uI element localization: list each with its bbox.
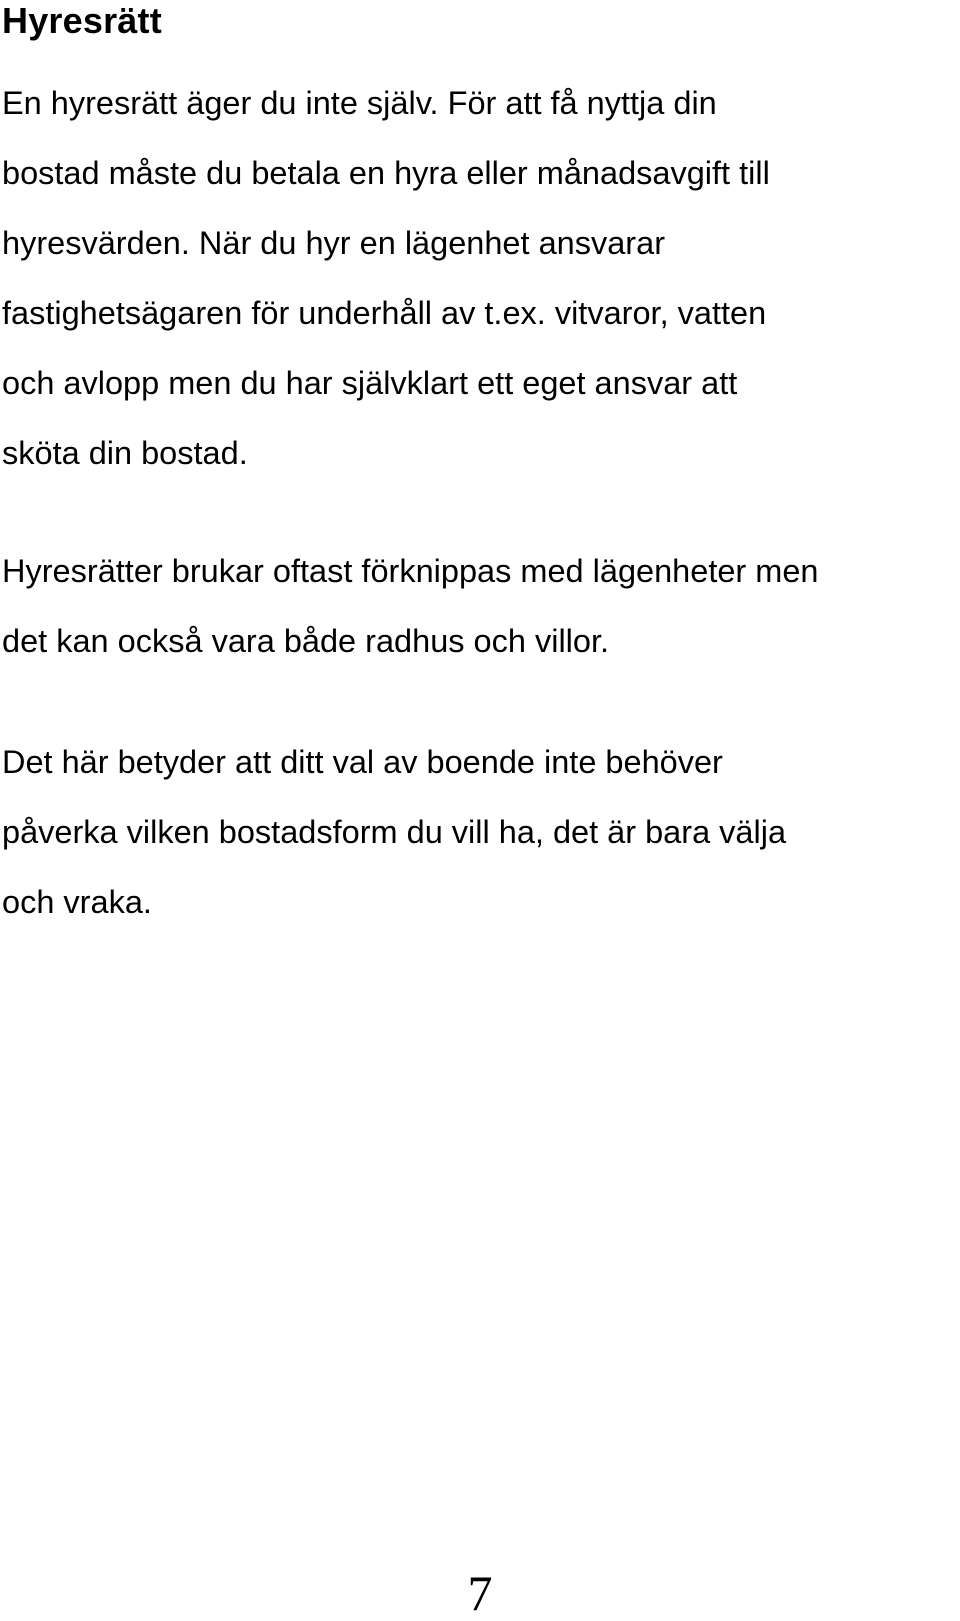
paragraph-2	[2, 536, 819, 676]
page-number: 7	[467, 1565, 493, 1621]
paragraph-line: det kan också vara både radhus och villor.	[2, 623, 610, 659]
paragraph-line: och avlopp men du har självklart ett eget ansvar att	[2, 365, 738, 401]
paragraph-line: bostad måste du betala en hyra eller månadsavgift till	[2, 155, 770, 191]
paragraph-line: sköta din bostad.	[2, 435, 248, 471]
paragraph-line: En hyresrätt äger du inte själv. För att få nyttja din	[2, 85, 717, 121]
paragraph-1	[2, 68, 770, 488]
paragraph-line: hyresvärden. När du hyr en lägenhet ansvarar	[2, 225, 666, 261]
paragraph-line: påverka vilken bostadsform du vill ha, det är bara välja	[2, 814, 787, 850]
paragraph-3	[2, 727, 786, 937]
paragraph-line: fastighetsägaren för underhåll av t.ex. vitvaror, vatten	[2, 295, 767, 331]
paragraph-line: Hyresrätter brukar oftast förknippas med lägenheter men	[2, 553, 819, 589]
paragraph-line: och vraka.	[2, 884, 152, 920]
paragraph-line: Det här betyder att ditt val av boende inte behöver	[2, 744, 723, 780]
page-title: Hyresrätt	[2, 0, 162, 41]
